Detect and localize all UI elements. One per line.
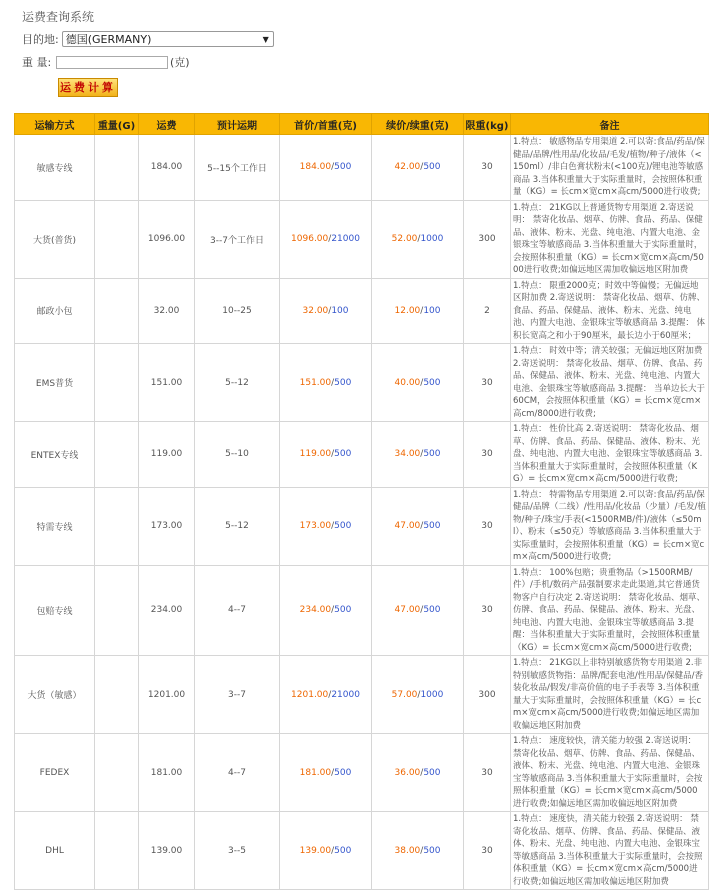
cell-first-price bbox=[280, 278, 372, 344]
cell-note: 1.特点： 100%包赔；贵重物品（>1500RMB/件）/手机/数码产品强制要求走此渠道,其它普通货物客户自行决定 2.寄送说明： 禁寄化妆品、烟草、仿牌、食品、药品、保健品、液体、粉末、光盘、纯电池、内置大电池、金银珠宝等敏感商品 3.提醒：当体积重量大于实际重量时，会按照体积重量（KG）= 长cm×宽cm×高cm/5000进行收费; bbox=[511, 565, 709, 656]
cont-weight: 500 bbox=[423, 845, 441, 856]
cell-eta: 5--12 bbox=[195, 487, 280, 565]
first-price: 151.00 bbox=[299, 377, 332, 388]
destination-row bbox=[22, 31, 274, 47]
cell-first-price bbox=[280, 565, 372, 656]
cell-note: 1.特点： 速度较快，清关能力较强 2.寄送说明： 禁寄化妆品、烟草、仿牌、食品、药品、保健品、液体、粉末、光盘、纯电池、内置大电池、金银珠宝等敏感商品 3.当体积重量大于实际重量时，会按照体积重量（KG）= 长cm×宽cm×高cm/5000进行收费;如偏远地区需加收偏远地区附加费 bbox=[511, 734, 709, 812]
weight-unit: (克) bbox=[170, 56, 190, 69]
header-fee: 运费 bbox=[139, 114, 195, 135]
cell-method: 包赔专线 bbox=[15, 565, 95, 656]
table-row bbox=[15, 487, 709, 565]
slash: / bbox=[328, 305, 332, 316]
cell-note: 1.特点： 性价比高 2.寄送说明： 禁寄化妆品、烟草、仿牌、食品、药品、保健品、液体、粉末、光盘、纯电池、内置大电池、金银珠宝等敏感商品 3.当体积重量大于实际重量时，会按照体积重量（KG）= 长cm×宽cm×高cm/5000进行收费; bbox=[511, 422, 709, 488]
first-price: 181.00 bbox=[299, 767, 332, 778]
cell-limit: 300 bbox=[464, 656, 511, 734]
cell-weight bbox=[95, 734, 139, 812]
cell-eta: 3--5 bbox=[195, 812, 280, 890]
cont-price: 12.00 bbox=[394, 305, 421, 316]
table-row bbox=[15, 565, 709, 656]
cell-first-price bbox=[280, 344, 372, 422]
cell-limit: 2 bbox=[464, 278, 511, 344]
cell-limit: 30 bbox=[464, 344, 511, 422]
table-row bbox=[15, 734, 709, 812]
weight-row bbox=[22, 54, 190, 70]
header-note: 备注 bbox=[511, 114, 709, 135]
slash: / bbox=[420, 162, 424, 173]
cell-method: 敏感专线 bbox=[15, 135, 95, 201]
cont-price: 34.00 bbox=[394, 449, 421, 460]
cont-price: 52.00 bbox=[391, 234, 418, 244]
slash: / bbox=[420, 605, 424, 616]
slash: / bbox=[331, 845, 335, 856]
cell-fee: 32.00 bbox=[139, 278, 195, 344]
calculate-button[interactable]: 运费计算 bbox=[58, 78, 118, 97]
first-price: 119.00 bbox=[299, 449, 332, 460]
cell-limit: 30 bbox=[464, 565, 511, 656]
table-header-row bbox=[15, 114, 709, 135]
cell-cont-price bbox=[372, 278, 464, 344]
cell-fee: 139.00 bbox=[139, 812, 195, 890]
header-first-price: 首价/首重(克) bbox=[280, 114, 372, 135]
cell-weight bbox=[95, 812, 139, 890]
first-weight: 100 bbox=[331, 305, 349, 316]
cell-first-price bbox=[280, 487, 372, 565]
first-price: 173.00 bbox=[299, 521, 332, 531]
cell-fee: 184.00 bbox=[139, 135, 195, 201]
cont-weight: 500 bbox=[423, 605, 441, 616]
table-row bbox=[15, 278, 709, 344]
cell-fee: 151.00 bbox=[139, 344, 195, 422]
cont-weight: 500 bbox=[423, 767, 441, 778]
cell-limit: 30 bbox=[464, 135, 511, 201]
first-weight: 500 bbox=[334, 845, 352, 856]
cell-method: FEDEX bbox=[15, 734, 95, 812]
cell-cont-price bbox=[372, 200, 464, 278]
cell-cont-price bbox=[372, 135, 464, 201]
weight-label: 重 量: bbox=[22, 56, 52, 69]
first-weight: 500 bbox=[334, 449, 352, 460]
first-price: 32.00 bbox=[302, 305, 329, 316]
cont-price: 47.00 bbox=[394, 521, 421, 531]
slash: / bbox=[420, 767, 424, 778]
cell-weight bbox=[95, 422, 139, 488]
first-price: 234.00 bbox=[299, 605, 332, 616]
cell-weight bbox=[95, 344, 139, 422]
cell-fee: 1201.00 bbox=[139, 656, 195, 734]
cont-price: 38.00 bbox=[394, 845, 421, 856]
slash: / bbox=[331, 767, 335, 778]
cell-note: 1.特点： 速度快，清关能力较强 2.寄送说明： 禁寄化妆品、烟草、仿牌、食品、药品、保健品、液体、粉末、光盘、纯电池、内置大电池、金银珠宝等敏感商品 3.当体积重量大于实际重量时，会按照体积重量（KG）= 长cm×宽cm×高cm/5000进行收费;如偏远地区需加收偏远地区附加费 bbox=[511, 812, 709, 890]
cell-method: 大货(普货) bbox=[15, 200, 95, 278]
destination-label: 目的地: bbox=[22, 33, 59, 46]
table-row bbox=[15, 344, 709, 422]
slash: / bbox=[331, 449, 335, 460]
table-row bbox=[15, 812, 709, 890]
cell-weight bbox=[95, 656, 139, 734]
cell-fee: 173.00 bbox=[139, 487, 195, 565]
cell-eta: 5--10 bbox=[195, 422, 280, 488]
first-weight: 500 bbox=[334, 767, 352, 778]
slash: / bbox=[328, 234, 332, 244]
slash: / bbox=[420, 377, 424, 388]
cont-weight: 1000 bbox=[420, 689, 444, 700]
cont-weight: 500 bbox=[423, 377, 441, 388]
cell-note: 1.特点： 21KG以上普通货物专用渠道 2.寄送说明： 禁寄化妆品、烟草、仿牌、食品、药品、保健品、液体、粉末、光盘、纯电池、内置大电池、金银珠宝等敏感商品 3.当体积重量大于实际重量时，会按照体积重量（KG）= 长cm×宽cm×高cm/5000进行收费;如偏远地区需加收偏远地区附加费 bbox=[511, 200, 709, 278]
cell-weight bbox=[95, 135, 139, 201]
cell-first-price bbox=[280, 734, 372, 812]
cont-price: 42.00 bbox=[394, 162, 421, 173]
cont-price: 57.00 bbox=[391, 689, 418, 700]
header-eta: 预计运期 bbox=[195, 114, 280, 135]
cell-cont-price bbox=[372, 344, 464, 422]
cell-note: 1.特点： 时效中等；清关较强；无偏远地区附加费 2.寄送说明： 禁寄化妆品、烟草、仿牌、食品、药品、保健品、液体、粉末、光盘、纯电池、内置大电池、金银珠宝等敏感商品 3.提醒： 当单边长大于60CM，会按照体积重量（KG）= 长cm×宽cm×高cm/8000进行收费; bbox=[511, 344, 709, 422]
cell-note: 1.特点： 敏感物品专用渠道 2.可以寄:食品/药品/保健品/品牌/性用品/化妆品/毛发/植物/种子/液体（<150ml）/非白色膏状粉末(<100克)/锂电池等敏感商品 3.当体积重量大于实际重量时，会按照体积重量（KG）= 长cm×宽cm×高cm/5000进行收费; bbox=[511, 135, 709, 201]
first-weight: 500 bbox=[334, 162, 352, 173]
cont-weight: 500 bbox=[423, 521, 441, 531]
cell-limit: 30 bbox=[464, 422, 511, 488]
slash: / bbox=[417, 689, 421, 700]
cell-note: 1.特点： 限重2000克；时效中等偏慢；无偏远地区附加费 2.寄送说明： 禁寄化妆品、烟草、仿牌、食品、药品、保健品、液体、粉末、光盘、纯电池、内置大电池、金银珠宝等敏感商品 3.提醒： 体积长宽高之和小于90厘米，最长边小于60厘米； bbox=[511, 278, 709, 344]
slash: / bbox=[331, 377, 335, 388]
cell-method: ENTEX专线 bbox=[15, 422, 95, 488]
table-row bbox=[15, 422, 709, 488]
slash: / bbox=[331, 605, 335, 616]
cell-method: 大货（敏感） bbox=[15, 656, 95, 734]
header-method: 运输方式 bbox=[15, 114, 95, 135]
cell-method: 邮政小包 bbox=[15, 278, 95, 344]
weight-input[interactable] bbox=[56, 56, 168, 69]
slash: / bbox=[331, 521, 335, 531]
cell-limit: 300 bbox=[464, 200, 511, 278]
cell-cont-price bbox=[372, 422, 464, 488]
rates-table bbox=[14, 113, 709, 890]
cell-cont-price bbox=[372, 565, 464, 656]
cell-fee: 181.00 bbox=[139, 734, 195, 812]
cell-fee: 234.00 bbox=[139, 565, 195, 656]
table-row bbox=[15, 135, 709, 201]
cell-cont-price bbox=[372, 812, 464, 890]
cell-limit: 30 bbox=[464, 812, 511, 890]
cell-first-price bbox=[280, 200, 372, 278]
cell-note: 1.特点： 特需物品专用渠道 2.可以寄:食品/药品/保健品/品牌（二线）/性用品/化妆品（少量）/毛发/植物/种子/珠宝/手表(<1500RMB/件)/液体（≤50ml）、粉末（≤50克）等敏感商品 3.当体积重量大于实际重量时，会按照体积重量（KG）= 长cm×宽cm×高cm/5000进行收费; bbox=[511, 487, 709, 565]
cell-weight bbox=[95, 487, 139, 565]
first-price: 184.00 bbox=[299, 162, 332, 173]
cell-first-price bbox=[280, 135, 372, 201]
cell-fee: 1096.00 bbox=[139, 200, 195, 278]
cell-eta: 10--25 bbox=[195, 278, 280, 344]
first-weight: 500 bbox=[334, 377, 352, 388]
chevron-down-icon: ▼ bbox=[262, 35, 269, 44]
cell-eta: 3--7个工作日 bbox=[195, 200, 280, 278]
cont-price: 40.00 bbox=[394, 377, 421, 388]
slash: / bbox=[420, 521, 424, 531]
cell-method: 特需专线 bbox=[15, 487, 95, 565]
cell-first-price bbox=[280, 656, 372, 734]
cont-price: 47.00 bbox=[394, 605, 421, 616]
cell-cont-price bbox=[372, 487, 464, 565]
first-price: 1201.00 bbox=[291, 689, 329, 700]
table-row bbox=[15, 656, 709, 734]
slash: / bbox=[420, 845, 424, 856]
cell-weight bbox=[95, 200, 139, 278]
cell-eta: 5--15个工作日 bbox=[195, 135, 280, 201]
first-weight: 500 bbox=[334, 605, 352, 616]
cell-first-price bbox=[280, 422, 372, 488]
cell-fee: 119.00 bbox=[139, 422, 195, 488]
slash: / bbox=[328, 689, 332, 700]
cell-eta: 4--7 bbox=[195, 734, 280, 812]
cell-method: EMS普货 bbox=[15, 344, 95, 422]
slash: / bbox=[420, 449, 424, 460]
header-limit: 限重(kg) bbox=[464, 114, 511, 135]
cell-limit: 30 bbox=[464, 487, 511, 565]
slash: / bbox=[331, 162, 335, 173]
table-row bbox=[15, 200, 709, 278]
cont-weight: 500 bbox=[423, 162, 441, 173]
slash: / bbox=[417, 234, 421, 244]
cell-eta: 5--12 bbox=[195, 344, 280, 422]
header-cont-price: 续价/续重(克) bbox=[372, 114, 464, 135]
cell-method: DHL bbox=[15, 812, 95, 890]
cell-cont-price bbox=[372, 734, 464, 812]
destination-value: 德国(GERMANY) bbox=[65, 33, 152, 46]
first-weight: 500 bbox=[334, 521, 352, 531]
cell-weight bbox=[95, 565, 139, 656]
cont-weight: 500 bbox=[423, 449, 441, 460]
first-price: 139.00 bbox=[299, 845, 332, 856]
cell-eta: 3--7 bbox=[195, 656, 280, 734]
first-price: 1096.00 bbox=[291, 234, 329, 244]
cell-first-price bbox=[280, 812, 372, 890]
slash: / bbox=[420, 305, 424, 316]
cont-weight: 1000 bbox=[420, 234, 444, 244]
destination-select[interactable] bbox=[62, 31, 274, 47]
cell-eta: 4--7 bbox=[195, 565, 280, 656]
first-weight: 21000 bbox=[331, 689, 360, 700]
first-weight: 21000 bbox=[331, 234, 360, 244]
cell-note: 1.特点： 21KG以上非特别敏感货物专用渠道 2.非特别敏感货物指：品牌/配套电池/性用品/保健品/香装化妆品/假发/非高价值的电子手表等 3.当体积重量大于实际重量时，会按照体积重量（KG）= 长cm×宽cm×高cm/5000进行收费;如偏远地区需加收偏远地区附加费 bbox=[511, 656, 709, 734]
cell-limit: 30 bbox=[464, 734, 511, 812]
header-weight: 重量(G) bbox=[95, 114, 139, 135]
cont-price: 36.00 bbox=[394, 767, 421, 778]
page-title: 运费查询系统 bbox=[22, 10, 95, 24]
cont-weight: 100 bbox=[423, 305, 441, 316]
cell-weight bbox=[95, 278, 139, 344]
cell-cont-price bbox=[372, 656, 464, 734]
